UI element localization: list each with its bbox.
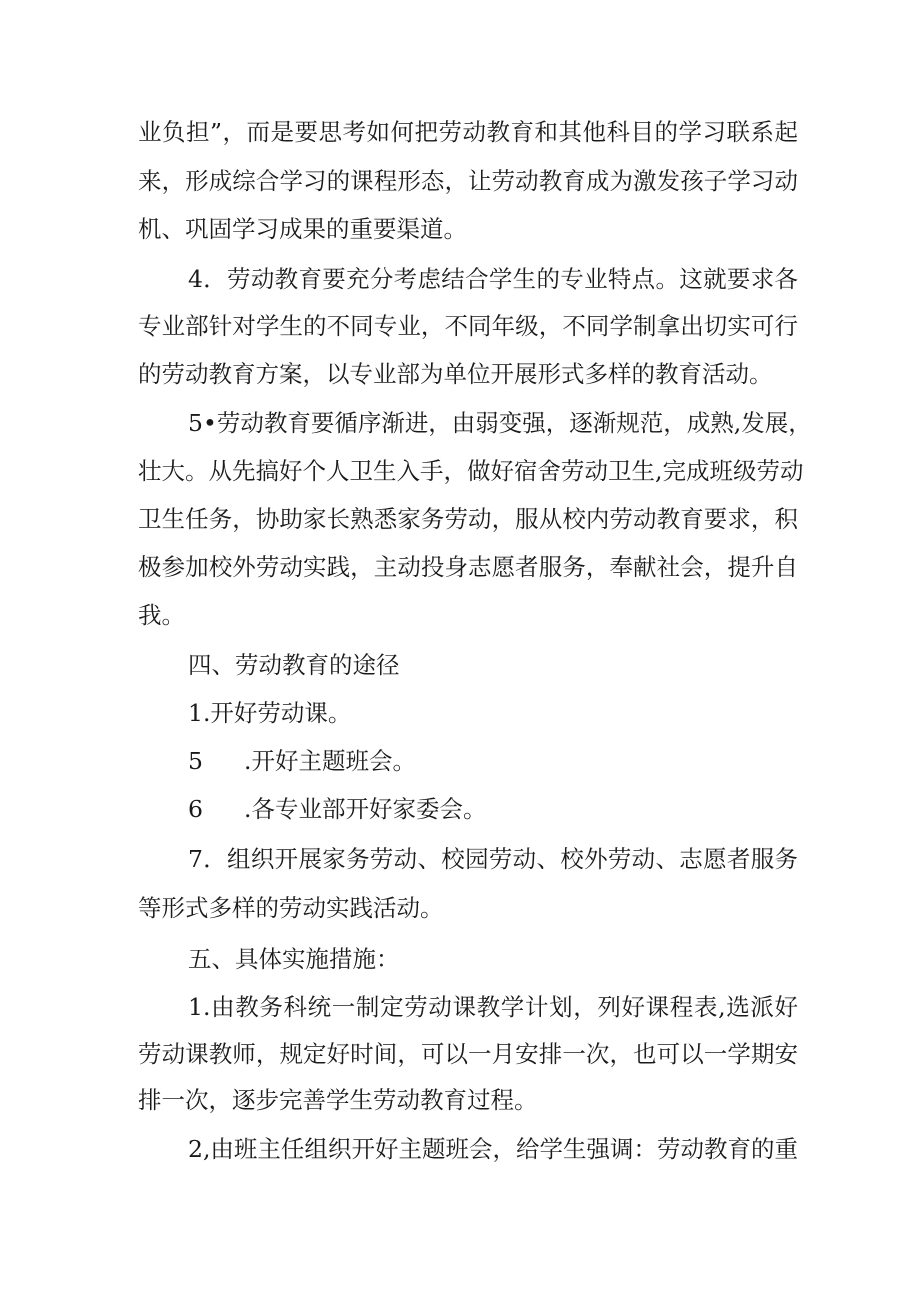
text-line: 业负担”，而是要思考如何把劳动教育和其他科目的学习联系起 [138,118,798,146]
text-line: 来，形成综合学习的课程形态，让劳动教育成为激发孩子学习动 [138,167,798,195]
text-line: 4．劳动教育要充分考虑结合学生的专业特点。这就要求各 [188,265,798,293]
text-line: 1.由教务科统一制定劳动课教学计划，列好课程表,选派好 [188,993,798,1021]
list-number: 5 [188,747,203,775]
list-number: 6 [188,795,203,823]
list-text: .开好主题班会。 [244,747,416,775]
text-line: 的劳动教育方案，以专业部为单位开展形式多样的教育活动。 [138,360,773,388]
list-item: 1.开好劳动课。 [188,699,352,727]
list-text: .各专业部开好家委会。 [244,795,487,823]
text-line: 7．组织开展家务劳动、校园劳动、校外劳动、志愿者服务 [188,845,798,873]
text-line: 机、巩固学习成果的重要渠道。 [138,215,467,243]
text-line: 2,由班主任组织开好主题班会，给学生强调：劳动教育的重 [188,1135,798,1163]
text-line: 我。 [138,601,185,629]
text-line: 劳动课教师，规定好时间，可以一月安排一次，也可以一学期安 [138,1040,798,1068]
section-heading: 五、具体实施措施： [188,945,400,973]
text-line: 等形式多样的劳动实践活动。 [138,894,444,922]
section-heading: 四、劳动教育的途径 [188,651,400,679]
text-line: 壮大。从先搞好个人卫生入手，做好宿舍劳动卫生,完成班级劳动 [138,457,804,485]
text-line: 卫生任务，协助家长熟悉家务劳动，服从校内劳动教育要求，积 [138,505,798,533]
text-line: 排一次，逐步完善学生劳动教育过程。 [138,1086,538,1114]
text-line: 极参加校外劳动实践，主动投身志愿者服务，奉献社会，提升自 [138,553,798,581]
text-line: 专业部针对学生的不同专业，不同年级，不同学制拿出切实可行 [138,312,798,340]
text-line: 5•劳动教育要循序渐进，由弱变强，逐渐规范，成熟,发展， [188,409,812,437]
